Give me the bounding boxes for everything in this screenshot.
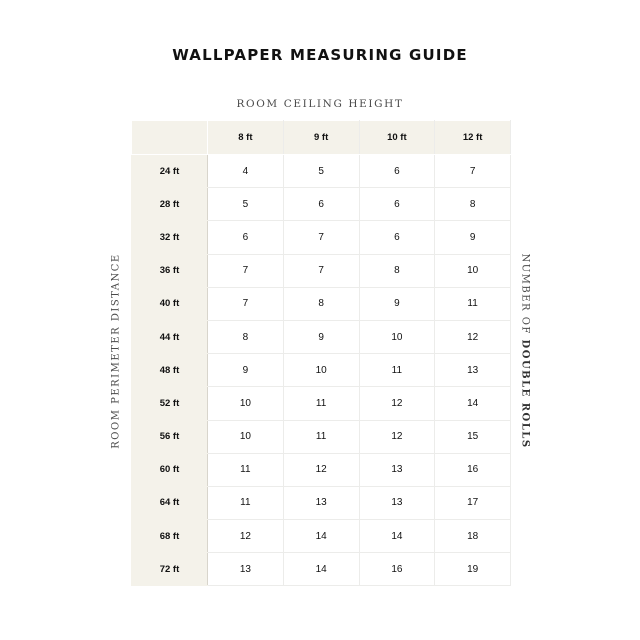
table-cell: 10 bbox=[435, 254, 511, 287]
table-cell: 6 bbox=[283, 188, 359, 221]
table-cell: 11 bbox=[208, 486, 284, 519]
table-cell: 7 bbox=[208, 287, 284, 320]
table-cell: 11 bbox=[435, 287, 511, 320]
table-cell: 14 bbox=[435, 387, 511, 420]
table-row bbox=[132, 420, 511, 453]
table-row bbox=[132, 453, 511, 486]
table-row bbox=[132, 354, 511, 387]
table-cell: 5 bbox=[208, 188, 284, 221]
table-cell: 13 bbox=[359, 486, 435, 519]
row-header: 64 ft bbox=[132, 486, 208, 519]
table-cell: 8 bbox=[435, 188, 511, 221]
table-cell: 10 bbox=[359, 320, 435, 353]
table-cell: 12 bbox=[359, 387, 435, 420]
measuring-table bbox=[131, 120, 511, 586]
table-cell: 9 bbox=[435, 221, 511, 254]
row-header: 56 ft bbox=[132, 420, 208, 453]
table-cell: 10 bbox=[283, 354, 359, 387]
page-title: WALLPAPER MEASURING GUIDE bbox=[172, 46, 468, 64]
table-cell: 8 bbox=[208, 320, 284, 353]
table-row bbox=[132, 287, 511, 320]
table-cell: 18 bbox=[435, 520, 511, 553]
table-cell: 15 bbox=[435, 420, 511, 453]
row-header: 36 ft bbox=[132, 254, 208, 287]
table-cell: 7 bbox=[283, 254, 359, 287]
table-cell: 17 bbox=[435, 486, 511, 519]
column-header: 10 ft bbox=[359, 121, 435, 155]
table-cell: 16 bbox=[359, 553, 435, 586]
table-cell: 10 bbox=[208, 387, 284, 420]
value-caption-plain: NUMBER OF bbox=[519, 253, 531, 335]
value-caption-bold: DOUBLE ROLLS bbox=[519, 339, 531, 449]
table-row bbox=[132, 221, 511, 254]
table-cell: 9 bbox=[283, 320, 359, 353]
table-cell: 4 bbox=[208, 155, 284, 188]
table-cell: 13 bbox=[435, 354, 511, 387]
header-row bbox=[132, 121, 511, 155]
table-cell: 14 bbox=[283, 520, 359, 553]
table-cell: 11 bbox=[283, 387, 359, 420]
table-cell: 6 bbox=[208, 221, 284, 254]
table-cell: 6 bbox=[359, 155, 435, 188]
row-header: 60 ft bbox=[132, 453, 208, 486]
table-row bbox=[132, 387, 511, 420]
table-row bbox=[132, 486, 511, 519]
column-header: 12 ft bbox=[435, 121, 511, 155]
table-row bbox=[132, 155, 511, 188]
table-row bbox=[132, 320, 511, 353]
table-body bbox=[132, 155, 511, 586]
row-header: 24 ft bbox=[132, 155, 208, 188]
table-cell: 8 bbox=[359, 254, 435, 287]
table-row bbox=[132, 520, 511, 553]
table-cell: 8 bbox=[283, 287, 359, 320]
row-header: 52 ft bbox=[132, 387, 208, 420]
table-cell: 6 bbox=[359, 188, 435, 221]
table-cell: 13 bbox=[359, 453, 435, 486]
row-header: 40 ft bbox=[132, 287, 208, 320]
table-cell: 5 bbox=[283, 155, 359, 188]
table-cell: 9 bbox=[359, 287, 435, 320]
table-cell: 19 bbox=[435, 553, 511, 586]
column-header: 8 ft bbox=[208, 121, 284, 155]
table-cell: 12 bbox=[435, 320, 511, 353]
row-header: 48 ft bbox=[132, 354, 208, 387]
row-header: 72 ft bbox=[132, 553, 208, 586]
row-header: 32 ft bbox=[132, 221, 208, 254]
table-cell: 13 bbox=[208, 553, 284, 586]
column-header: 9 ft bbox=[283, 121, 359, 155]
table-cell: 9 bbox=[208, 354, 284, 387]
row-header: 68 ft bbox=[132, 520, 208, 553]
table-cell: 6 bbox=[359, 221, 435, 254]
table-cell: 14 bbox=[283, 553, 359, 586]
table-cell: 14 bbox=[359, 520, 435, 553]
table-cell: 11 bbox=[283, 420, 359, 453]
table-cell: 11 bbox=[359, 354, 435, 387]
row-header: 28 ft bbox=[132, 188, 208, 221]
corner-cell bbox=[132, 121, 208, 155]
table-row bbox=[132, 188, 511, 221]
table-cell: 16 bbox=[435, 453, 511, 486]
row-axis-caption: ROOM PERIMETER DISTANCE bbox=[110, 253, 122, 449]
table-row bbox=[132, 553, 511, 586]
table-row bbox=[132, 254, 511, 287]
row-header: 44 ft bbox=[132, 320, 208, 353]
table-cell: 11 bbox=[208, 453, 284, 486]
table-cell: 7 bbox=[208, 254, 284, 287]
value-caption bbox=[520, 253, 531, 448]
table-cell: 10 bbox=[208, 420, 284, 453]
table-cell: 13 bbox=[283, 486, 359, 519]
table-cell: 12 bbox=[208, 520, 284, 553]
table-cell: 7 bbox=[435, 155, 511, 188]
table-cell: 12 bbox=[283, 453, 359, 486]
table-cell: 7 bbox=[283, 221, 359, 254]
column-axis-caption: ROOM CEILING HEIGHT bbox=[236, 98, 404, 110]
table-cell: 12 bbox=[359, 420, 435, 453]
